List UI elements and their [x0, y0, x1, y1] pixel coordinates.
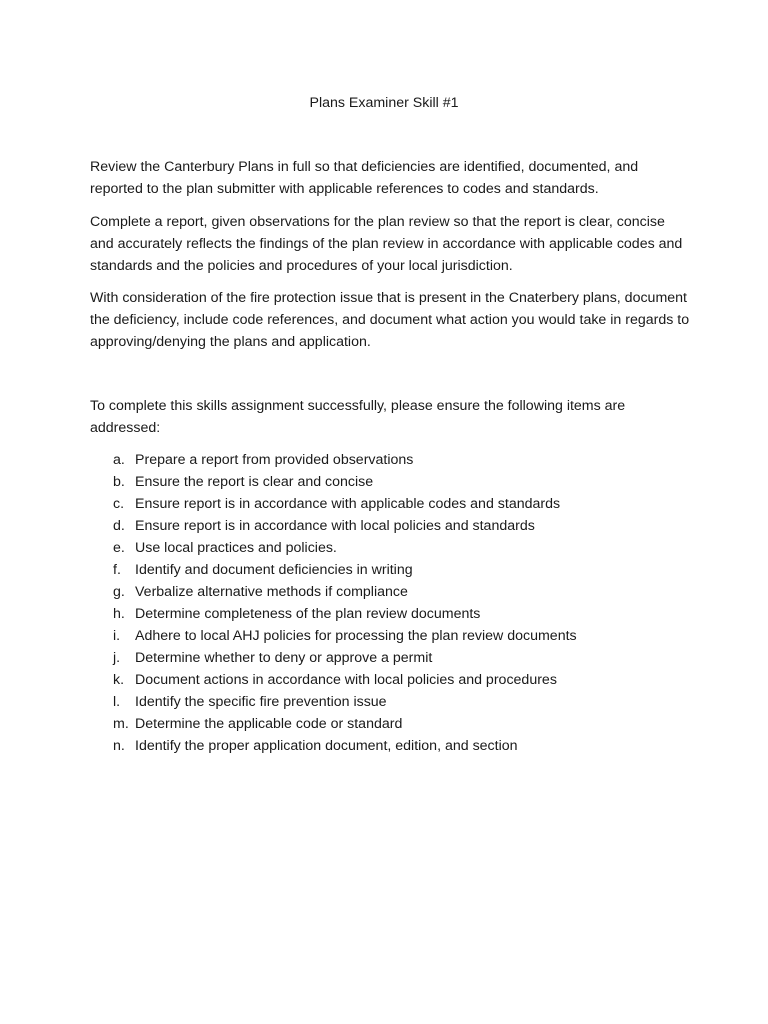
- list-marker: g.: [113, 584, 125, 600]
- list-item: [113, 735, 713, 757]
- list-marker: d.: [113, 518, 125, 534]
- list-item-text: Ensure report is in accordance with applicable codes and standards: [135, 496, 561, 512]
- list-item: [113, 581, 713, 603]
- list-intro: [90, 395, 690, 439]
- list-item: [113, 669, 713, 691]
- list-item: [113, 493, 713, 515]
- list-marker: h.: [113, 606, 125, 622]
- list-marker: m.: [113, 716, 129, 732]
- list-item: [113, 537, 713, 559]
- list-item-text: Identify the proper application document, edition, and section: [135, 738, 518, 754]
- list-item: [113, 647, 713, 669]
- list-item-text: Determine completeness of the plan review documents: [135, 606, 481, 622]
- list-item-text: Ensure the report is clear and concise: [135, 474, 374, 490]
- paragraph-review: [90, 156, 690, 200]
- list-marker: a.: [113, 452, 125, 468]
- list-item-text: Determine the applicable code or standard: [135, 716, 403, 732]
- paragraph-text: With consideration of the fire protection issue that is present in the Cnaterbery plans, document the deficiency, include code references, and document what action you would take in regards to approving/denying the plans and application.: [90, 290, 690, 350]
- list-item-text: Prepare a report from provided observations: [135, 452, 414, 468]
- list-item: [113, 691, 713, 713]
- list-item: [113, 471, 713, 493]
- list-item: [113, 559, 713, 581]
- paragraph-report: [90, 211, 690, 277]
- list-marker: k.: [113, 672, 125, 688]
- paragraph-text: Review the Canterbury Plans in full so that deficiencies are identified, documented, and reported to the plan submitter with applicable references to codes and standards.: [90, 159, 639, 197]
- list-item-text: Adhere to local AHJ policies for processing the plan review documents: [135, 628, 577, 644]
- requirements-list: [113, 449, 713, 757]
- list-item: [113, 449, 713, 471]
- list-item-text: Determine whether to deny or approve a permit: [135, 650, 433, 666]
- list-item-text: Document actions in accordance with local policies and procedures: [135, 672, 557, 688]
- list-item-text: Identify the specific fire prevention issue: [135, 694, 387, 710]
- list-item-text: Verbalize alternative methods if compliance: [135, 584, 408, 600]
- list-item-text: Use local practices and policies.: [135, 540, 337, 556]
- list-marker: l.: [113, 694, 121, 710]
- list-item: [113, 515, 713, 537]
- list-marker: c.: [113, 496, 125, 512]
- list-item: [113, 603, 713, 625]
- paragraph-text: Complete a report, given observations for the plan review so that the report is clear, concise and accurately reflects the findings of the plan review in accordance with applicable codes and standards and the policies and procedures of your local jurisdiction.: [90, 214, 683, 274]
- list-item: [113, 625, 713, 647]
- list-marker: n.: [113, 738, 125, 754]
- list-marker: j.: [113, 650, 121, 666]
- list-marker: i.: [113, 628, 121, 644]
- list-marker: e.: [113, 540, 125, 556]
- list-item-text: Identify and document deficiencies in writing: [135, 562, 413, 578]
- list-marker: b.: [113, 474, 125, 490]
- paragraph-fire-protection: [90, 287, 690, 353]
- page-title: Plans Examiner Skill #1: [309, 95, 459, 111]
- list-item-text: Ensure report is in accordance with local policies and standards: [135, 518, 535, 534]
- list-marker: f.: [113, 562, 121, 578]
- list-intro-text: To complete this skills assignment successfully, please ensure the following items are addressed:: [90, 398, 626, 436]
- list-item: [113, 713, 713, 735]
